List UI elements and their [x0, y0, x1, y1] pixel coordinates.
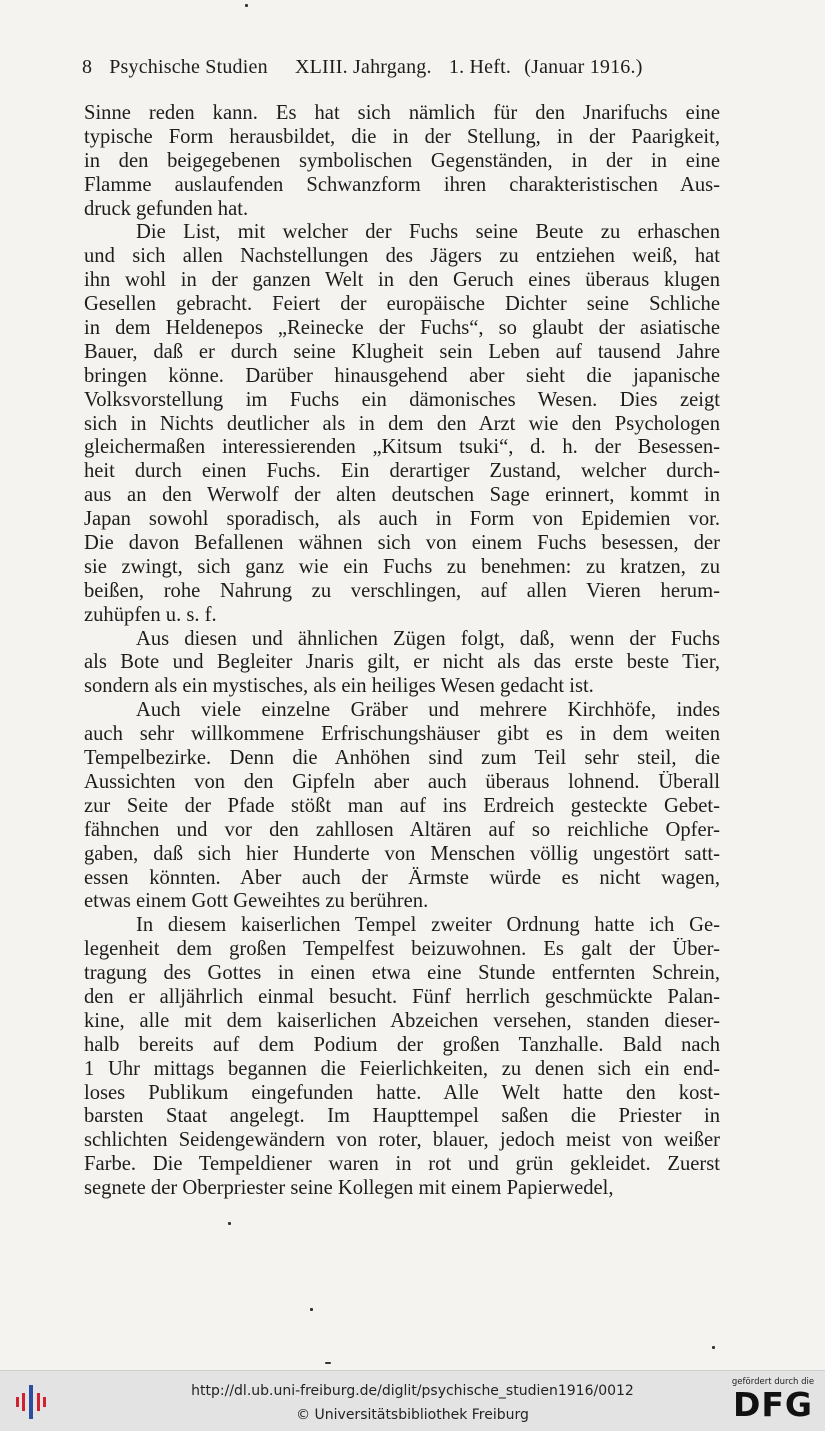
text-line: sondern als ein mystisches, als ein heiliges Wesen gedacht ist.	[84, 675, 594, 698]
volume-label: XLIII. Jahrgang.	[295, 56, 432, 78]
text-line: als Bote und Begleiter Jnaris gilt, er nicht als das erste beste Tier,	[84, 651, 720, 674]
text-line: Die List, mit welcher der Fuchs seine Beute zu erhaschen	[136, 221, 720, 244]
text-line: heit durch einen Fuchs. Ein derartiger Zustand, welcher durch-	[84, 460, 720, 483]
text-line: 1 Uhr mittags begannen die Feierlichkeiten, zu denen sich ein end-	[84, 1057, 720, 1080]
text-line: legenheit dem großen Tempelfest beizuwohnen. Es galt der Über-	[84, 938, 720, 961]
text-line: gaben, daß sich hier Hunderte von Menschen völlig ungestört satt-	[84, 842, 720, 865]
text-line: Japan sowohl sporadisch, als auch in Form von Epidemien vor.	[84, 508, 720, 531]
text-line: gleichermaßen interessierenden „Kitsum tsuki“, d. h. der Besessen-	[84, 436, 720, 459]
text-line: Bauer, daß er durch seine Klugheit sein Leben auf tausend Jahre	[84, 340, 720, 363]
text-line: typische Form herausbildet, die in der Stellung, in der Paarigkeit,	[84, 125, 720, 148]
permalink-url[interactable]: http://dl.ub.uni-freiburg.de/diglit/psychische_studien1916/0012	[191, 1383, 634, 1399]
text-line: Tempelbezirke. Denn die Anhöhen sind zum Teil sehr steil, die	[84, 747, 720, 770]
text-line: den er alljährlich einmal besucht. Fünf herrlich geschmückte Palan-	[84, 985, 720, 1008]
text-line: sie zwingt, sich ganz wie ein Fuchs zu benehmen: zu kratzen, zu	[84, 555, 720, 578]
dfg-caption: gefördert durch die	[731, 1377, 815, 1387]
text-line: zuhüpfen u. s. f.	[84, 603, 217, 626]
text-line: Aussichten von den Gipfeln aber auch überaus lohnend. Überall	[84, 770, 720, 793]
text-line: Auch viele einzelne Gräber und mehrere Kirchhöfe, indes	[136, 699, 720, 722]
text-line: In diesem kaiserlichen Tempel zweiter Ordnung hatte ich Ge-	[136, 914, 720, 937]
journal-title: Psychische Studien	[109, 56, 268, 78]
text-line: zur Seite der Pfade stößt man auf ins Erdreich gesteckte Gebet-	[84, 794, 720, 817]
text-line: druck gefunden hat.	[84, 197, 249, 220]
page-number: 8	[82, 56, 93, 78]
text-line: barsten Staat angelegt. Im Haupttempel saßen die Priester in	[84, 1105, 720, 1128]
issue-date: (Januar 1916.)	[524, 56, 643, 78]
body-text	[84, 102, 720, 1201]
text-line: Die davon Befallenen wähnen sich von einem Fuchs besessen, der	[84, 532, 720, 555]
scan-speck	[325, 1362, 331, 1364]
text-line: Gesellen gebracht. Feiert der europäische Dichter seine Schliche	[84, 293, 720, 316]
text-line: bringen könne. Darüber hinausgehend aber sieht die japanische	[84, 364, 720, 387]
scan-speck	[310, 1308, 313, 1311]
text-line: Flamme auslaufenden Schwanzform ihren charakteristischen Aus-	[84, 173, 720, 196]
text-line: fähnchen und vor den zahllosen Altären auf so reichliche Opfer-	[84, 818, 720, 841]
text-line: segnete der Oberpriester seine Kollegen mit einem Papierwedel,	[84, 1177, 614, 1200]
issue-label: 1. Heft.	[448, 56, 512, 78]
text-line: Farbe. Die Tempeldiener waren in rot und grün gekleidet. Zuerst	[84, 1153, 720, 1176]
dfg-logo[interactable]	[727, 1377, 819, 1427]
dfg-wordmark: DFG	[732, 1385, 814, 1424]
text-line: ihn wohl in der ganzen Welt in den Geruch eines überaus klugen	[84, 269, 720, 292]
scan-speck	[228, 1222, 231, 1225]
text-line: auch sehr willkommene Erfrischungshäuser gibt es in dem weiten	[84, 723, 720, 746]
text-line: Sinne reden kann. Es hat sich nämlich für den Jnarifuchs eine	[84, 102, 720, 124]
text-line: schlichten Seidengewändern von roter, blauer, jedoch meist von weißer	[84, 1129, 720, 1152]
text-line: loses Publikum eingefunden hatte. Alle Welt hatte den kost-	[84, 1081, 720, 1104]
text-line: halb bereits auf dem Podium der großen Tanzhalle. Bald nach	[84, 1033, 720, 1056]
scan-speck	[712, 1346, 715, 1349]
text-line: und sich allen Nachstellungen des Jägers zu entziehen weiß, hat	[84, 245, 720, 268]
text-line: essen könnten. Aber auch der Ärmste würde es nicht wagen,	[84, 866, 720, 889]
text-line: sich in Nichts deutlicher als in dem den Arzt wie den Psychologen	[84, 412, 720, 435]
viewer-footer	[0, 1370, 825, 1431]
text-line: in den beigegebenen symbolischen Gegenständen, in der in eine	[84, 149, 720, 172]
text-line: Aus diesen und ähnlichen Zügen folgt, daß, wenn der Fuchs	[136, 627, 720, 650]
scan-speck	[245, 4, 248, 7]
text-line: aus an den Werwolf der alten deutschen Sage erinnert, kommt in	[84, 484, 720, 507]
text-line: beißen, rohe Nahrung zu verschlingen, auf allen Vieren herum-	[84, 579, 720, 602]
text-line: etwas einem Gott Geweihtes zu berühren.	[84, 890, 429, 913]
text-line: tragung des Gottes in einen etwa eine Stunde entfernten Schrein,	[84, 962, 720, 985]
running-header	[82, 56, 702, 79]
text-line: kine, alle mit dem kaiserlichen Abzeichen versehen, standen dieser-	[84, 1009, 720, 1032]
text-line: Volksvorstellung im Fuchs ein dämonisches Wesen. Dies zeigt	[84, 388, 720, 411]
text-line: in dem Heldenepos „Reinecke der Fuchs“, so glaubt der asiatische	[84, 317, 720, 340]
copyright-notice: © Universitätsbibliothek Freiburg	[296, 1407, 529, 1423]
